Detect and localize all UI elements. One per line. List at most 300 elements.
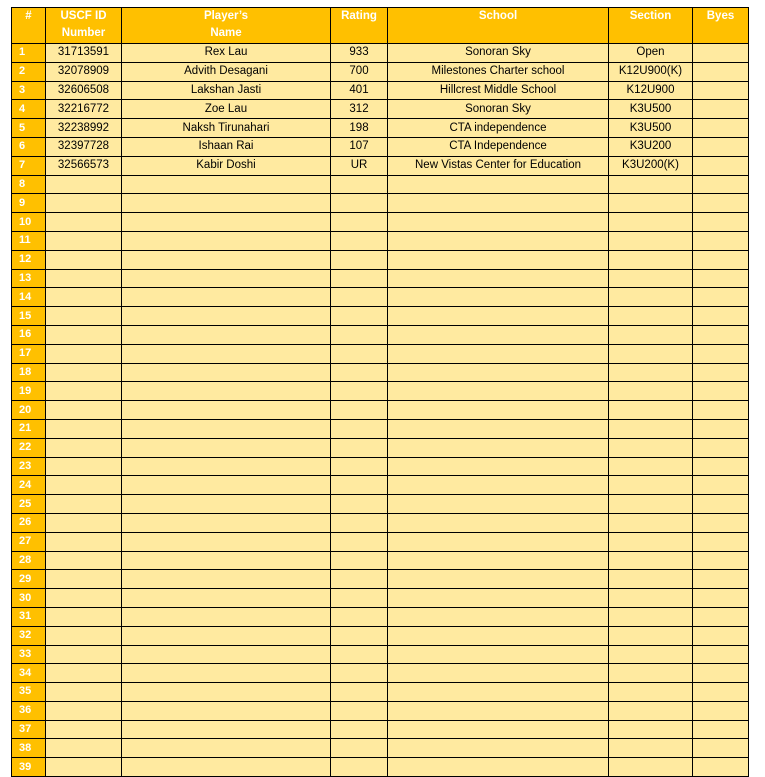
row-number[interactable]: 7 [12,156,46,175]
byes-cell[interactable] [693,401,749,420]
header-player-name [122,8,331,44]
player-name-cell[interactable]: Lakshan Jasti [122,81,331,100]
rating-cell[interactable] [331,344,388,363]
school-cell[interactable] [388,363,609,382]
school-cell[interactable] [388,269,609,288]
byes-cell[interactable] [693,307,749,326]
player-name-cell[interactable] [122,363,331,382]
table-row [12,250,749,269]
row-number[interactable]: 35 [12,683,46,702]
rating-cell[interactable] [331,438,388,457]
byes-cell[interactable] [693,758,749,777]
uscf-id-cell[interactable] [46,532,122,551]
rating-cell[interactable] [331,269,388,288]
section-cell[interactable] [609,720,693,739]
row-number[interactable]: 32 [12,626,46,645]
row-number[interactable]: 17 [12,344,46,363]
section-cell[interactable] [609,194,693,213]
table-row [12,758,749,777]
header-row [12,8,749,44]
player-roster-table [11,7,749,777]
section-cell[interactable] [609,645,693,664]
section-cell[interactable] [609,382,693,401]
section-cell[interactable] [609,570,693,589]
player-name-cell[interactable] [122,213,331,232]
byes-cell[interactable] [693,589,749,608]
uscf-id-cell[interactable] [46,645,122,664]
rating-cell[interactable] [331,401,388,420]
byes-cell[interactable] [693,570,749,589]
player-name-cell[interactable] [122,683,331,702]
section-cell[interactable]: K3U200 [609,137,693,156]
row-number[interactable]: 10 [12,213,46,232]
school-cell[interactable] [388,626,609,645]
school-cell[interactable] [388,495,609,514]
school-cell[interactable] [388,382,609,401]
school-cell[interactable] [388,307,609,326]
section-cell[interactable] [609,532,693,551]
player-name-cell[interactable] [122,758,331,777]
player-name-cell[interactable] [122,739,331,758]
school-cell[interactable] [388,570,609,589]
rating-cell[interactable] [331,476,388,495]
section-cell[interactable] [609,175,693,194]
row-number[interactable]: 30 [12,589,46,608]
row-number[interactable]: 8 [12,175,46,194]
byes-cell[interactable] [693,269,749,288]
row-number[interactable]: 29 [12,570,46,589]
row-number[interactable]: 38 [12,739,46,758]
row-number[interactable]: 13 [12,269,46,288]
section-cell[interactable] [609,250,693,269]
rating-cell[interactable]: 401 [331,81,388,100]
uscf-id-cell[interactable] [46,513,122,532]
rating-cell[interactable] [331,231,388,250]
uscf-id-cell[interactable] [46,269,122,288]
row-number[interactable]: 3 [12,81,46,100]
byes-cell[interactable] [693,607,749,626]
school-cell[interactable]: Sonoran Sky [388,44,609,63]
section-cell[interactable] [609,495,693,514]
player-name-cell[interactable] [122,457,331,476]
uscf-id-cell[interactable] [46,701,122,720]
uscf-id-cell[interactable]: 32238992 [46,119,122,138]
uscf-id-cell[interactable] [46,720,122,739]
school-cell[interactable] [388,419,609,438]
rating-cell[interactable] [331,363,388,382]
school-cell[interactable]: CTA independence [388,119,609,138]
row-number[interactable]: 26 [12,513,46,532]
row-number[interactable]: 5 [12,119,46,138]
byes-cell[interactable] [693,419,749,438]
byes-cell[interactable] [693,62,749,81]
row-number[interactable]: 23 [12,457,46,476]
section-cell[interactable]: K12U900 [609,81,693,100]
section-cell[interactable] [609,231,693,250]
player-name-cell[interactable]: Rex Lau [122,44,331,63]
school-cell[interactable]: Hillcrest Middle School [388,81,609,100]
school-cell[interactable] [388,532,609,551]
uscf-id-cell[interactable] [46,382,122,401]
rating-cell[interactable] [331,739,388,758]
section-cell[interactable] [609,419,693,438]
rating-cell[interactable] [331,758,388,777]
row-number[interactable]: 1 [12,44,46,63]
player-name-cell[interactable]: Ishaan Rai [122,137,331,156]
table-row [12,551,749,570]
school-cell[interactable] [388,720,609,739]
section-cell[interactable] [609,626,693,645]
rating-cell[interactable] [331,382,388,401]
row-number[interactable]: 9 [12,194,46,213]
school-cell[interactable] [388,175,609,194]
player-name-cell[interactable]: Naksh Tirunahari [122,119,331,138]
uscf-id-cell[interactable] [46,683,122,702]
school-cell[interactable] [388,344,609,363]
byes-cell[interactable] [693,438,749,457]
byes-cell[interactable] [693,645,749,664]
table-row [12,288,749,307]
player-name-cell[interactable] [122,570,331,589]
player-name-cell[interactable] [122,231,331,250]
byes-cell[interactable] [693,194,749,213]
row-number[interactable]: 25 [12,495,46,514]
player-name-cell[interactable] [122,307,331,326]
player-name-cell[interactable] [122,382,331,401]
player-name-cell[interactable] [122,438,331,457]
rating-cell[interactable]: 700 [331,62,388,81]
byes-cell[interactable] [693,457,749,476]
uscf-id-cell[interactable] [46,419,122,438]
row-number[interactable]: 27 [12,532,46,551]
uscf-id-cell[interactable]: 32606508 [46,81,122,100]
row-number[interactable]: 15 [12,307,46,326]
uscf-id-cell[interactable] [46,344,122,363]
school-cell[interactable] [388,457,609,476]
school-cell[interactable] [388,194,609,213]
rating-cell[interactable]: 107 [331,137,388,156]
player-name-cell[interactable] [122,532,331,551]
uscf-id-cell[interactable] [46,288,122,307]
section-cell[interactable] [609,325,693,344]
table-row [12,44,749,63]
uscf-id-cell[interactable] [46,758,122,777]
section-cell[interactable] [609,307,693,326]
uscf-id-cell[interactable] [46,607,122,626]
rating-cell[interactable] [331,701,388,720]
player-name-cell[interactable] [122,513,331,532]
school-cell[interactable] [388,589,609,608]
player-name-cell[interactable] [122,701,331,720]
section-cell[interactable]: K3U200(K) [609,156,693,175]
section-cell[interactable] [609,213,693,232]
rating-cell[interactable] [331,551,388,570]
row-number[interactable]: 6 [12,137,46,156]
player-name-cell[interactable] [122,626,331,645]
byes-cell[interactable] [693,683,749,702]
table-row [12,213,749,232]
byes-cell[interactable] [693,626,749,645]
section-cell[interactable] [609,476,693,495]
rating-cell[interactable] [331,607,388,626]
school-cell[interactable] [388,401,609,420]
byes-cell[interactable] [693,344,749,363]
byes-cell[interactable] [693,231,749,250]
header-player-line1: Player’s [203,10,249,22]
row-number[interactable]: 2 [12,62,46,81]
row-number[interactable]: 19 [12,382,46,401]
player-name-cell[interactable] [122,250,331,269]
player-name-cell[interactable] [122,325,331,344]
player-name-cell[interactable]: Advith Desagani [122,62,331,81]
school-cell[interactable] [388,701,609,720]
rating-cell[interactable] [331,213,388,232]
byes-cell[interactable] [693,44,749,63]
row-number[interactable]: 28 [12,551,46,570]
rating-cell[interactable] [331,288,388,307]
section-cell[interactable] [609,344,693,363]
table-row [12,100,749,119]
byes-cell[interactable] [693,156,749,175]
row-number[interactable]: 39 [12,758,46,777]
rating-cell[interactable] [331,495,388,514]
table-row [12,570,749,589]
uscf-id-cell[interactable]: 32078909 [46,62,122,81]
uscf-id-cell[interactable] [46,175,122,194]
school-cell[interactable] [388,213,609,232]
byes-cell[interactable] [693,495,749,514]
player-name-cell[interactable] [122,419,331,438]
uscf-id-cell[interactable] [46,476,122,495]
rating-cell[interactable] [331,589,388,608]
rating-cell[interactable] [331,457,388,476]
school-cell[interactable] [388,438,609,457]
table-row [12,626,749,645]
school-cell[interactable] [388,683,609,702]
section-cell[interactable] [609,438,693,457]
rating-cell[interactable] [331,194,388,213]
rating-cell[interactable] [331,513,388,532]
table-row [12,81,749,100]
school-cell[interactable] [388,513,609,532]
school-cell[interactable] [388,607,609,626]
section-cell[interactable] [609,363,693,382]
section-cell[interactable] [609,607,693,626]
player-name-cell[interactable] [122,401,331,420]
player-name-cell[interactable] [122,664,331,683]
player-name-cell[interactable] [122,607,331,626]
school-cell[interactable] [388,231,609,250]
rating-cell[interactable] [331,175,388,194]
section-cell[interactable] [609,288,693,307]
byes-cell[interactable] [693,720,749,739]
table-row [12,194,749,213]
uscf-id-cell[interactable] [46,495,122,514]
row-number[interactable]: 36 [12,701,46,720]
player-name-cell[interactable] [122,645,331,664]
row-number[interactable]: 12 [12,250,46,269]
rating-cell[interactable]: UR [331,156,388,175]
uscf-id-cell[interactable] [46,551,122,570]
row-number[interactable]: 11 [12,231,46,250]
table-row [12,325,749,344]
rating-cell[interactable] [331,626,388,645]
section-cell[interactable] [609,513,693,532]
byes-cell[interactable] [693,532,749,551]
uscf-id-cell[interactable] [46,589,122,608]
player-name-cell[interactable] [122,288,331,307]
byes-cell[interactable] [693,551,749,570]
rating-cell[interactable]: 312 [331,100,388,119]
uscf-id-cell[interactable] [46,325,122,344]
byes-cell[interactable] [693,513,749,532]
player-name-cell[interactable] [122,589,331,608]
uscf-id-cell[interactable] [46,401,122,420]
school-cell[interactable] [388,664,609,683]
row-number[interactable]: 18 [12,363,46,382]
byes-cell[interactable] [693,664,749,683]
school-cell[interactable]: CTA Independence [388,137,609,156]
rating-cell[interactable] [331,664,388,683]
byes-cell[interactable] [693,288,749,307]
section-cell[interactable] [609,739,693,758]
player-name-cell[interactable]: Kabir Doshi [122,156,331,175]
uscf-id-cell[interactable] [46,363,122,382]
byes-cell[interactable] [693,175,749,194]
rating-cell[interactable] [331,720,388,739]
school-cell[interactable]: New Vistas Center for Education [388,156,609,175]
row-number[interactable]: 33 [12,645,46,664]
byes-cell[interactable] [693,325,749,344]
rating-cell[interactable] [331,645,388,664]
uscf-id-cell[interactable] [46,457,122,476]
school-cell[interactable] [388,551,609,570]
player-name-cell[interactable] [122,476,331,495]
player-name-cell[interactable] [122,194,331,213]
section-cell[interactable]: K12U900(K) [609,62,693,81]
school-cell[interactable] [388,758,609,777]
player-name-cell[interactable] [122,495,331,514]
school-cell[interactable] [388,645,609,664]
table-row [12,701,749,720]
rating-cell[interactable] [331,683,388,702]
byes-cell[interactable] [693,81,749,100]
byes-cell[interactable] [693,100,749,119]
uscf-id-cell[interactable] [46,739,122,758]
uscf-id-cell[interactable] [46,213,122,232]
uscf-id-cell[interactable]: 32566573 [46,156,122,175]
school-cell[interactable] [388,250,609,269]
byes-cell[interactable] [693,119,749,138]
section-cell[interactable]: Open [609,44,693,63]
byes-cell[interactable] [693,701,749,720]
rating-cell[interactable] [331,325,388,344]
byes-cell[interactable] [693,382,749,401]
rating-cell[interactable]: 933 [331,44,388,63]
table-row [12,231,749,250]
rating-cell[interactable] [331,250,388,269]
row-number[interactable]: 31 [12,607,46,626]
byes-cell[interactable] [693,250,749,269]
school-cell[interactable] [388,288,609,307]
uscf-id-cell[interactable] [46,626,122,645]
section-cell[interactable] [609,664,693,683]
player-name-cell[interactable] [122,175,331,194]
section-cell[interactable] [609,269,693,288]
byes-cell[interactable] [693,739,749,758]
rating-cell[interactable] [331,419,388,438]
table-row [12,457,749,476]
uscf-id-cell[interactable]: 31713591 [46,44,122,63]
header-byes: Byes [693,8,749,44]
uscf-id-cell[interactable] [46,250,122,269]
row-number[interactable]: 4 [12,100,46,119]
section-cell[interactable] [609,401,693,420]
table-body [12,44,749,777]
section-cell[interactable] [609,457,693,476]
header-section: Section [609,8,693,44]
player-name-cell[interactable]: Zoe Lau [122,100,331,119]
player-name-cell[interactable] [122,720,331,739]
school-cell[interactable] [388,739,609,758]
section-cell[interactable]: K3U500 [609,100,693,119]
header-uscf-id [46,8,122,44]
byes-cell[interactable] [693,213,749,232]
section-cell[interactable] [609,589,693,608]
table-row [12,419,749,438]
player-name-cell[interactable] [122,344,331,363]
byes-cell[interactable] [693,476,749,495]
school-cell[interactable]: Milestones Charter school [388,62,609,81]
byes-cell[interactable] [693,137,749,156]
school-cell[interactable] [388,476,609,495]
section-cell[interactable] [609,683,693,702]
row-number[interactable]: 34 [12,664,46,683]
player-name-cell[interactable] [122,551,331,570]
rating-cell[interactable] [331,570,388,589]
row-number[interactable]: 14 [12,288,46,307]
uscf-id-cell[interactable] [46,570,122,589]
rating-cell[interactable]: 198 [331,119,388,138]
uscf-id-cell[interactable] [46,231,122,250]
rating-cell[interactable] [331,307,388,326]
row-number[interactable]: 16 [12,325,46,344]
row-number[interactable]: 21 [12,419,46,438]
row-number[interactable]: 22 [12,438,46,457]
uscf-id-cell[interactable]: 32397728 [46,137,122,156]
uscf-id-cell[interactable] [46,307,122,326]
row-number[interactable]: 24 [12,476,46,495]
uscf-id-cell[interactable] [46,194,122,213]
header-uscf-line1: USCF ID [60,10,107,22]
table-row [12,739,749,758]
school-cell[interactable]: Sonoran Sky [388,100,609,119]
uscf-id-cell[interactable] [46,438,122,457]
section-cell[interactable] [609,701,693,720]
uscf-id-cell[interactable]: 32216772 [46,100,122,119]
rating-cell[interactable] [331,532,388,551]
school-cell[interactable] [388,325,609,344]
player-name-cell[interactable] [122,269,331,288]
uscf-id-cell[interactable] [46,664,122,683]
byes-cell[interactable] [693,363,749,382]
header-rating: Rating [331,8,388,44]
row-number[interactable]: 37 [12,720,46,739]
section-cell[interactable] [609,551,693,570]
row-number[interactable]: 20 [12,401,46,420]
section-cell[interactable]: K3U500 [609,119,693,138]
section-cell[interactable] [609,758,693,777]
